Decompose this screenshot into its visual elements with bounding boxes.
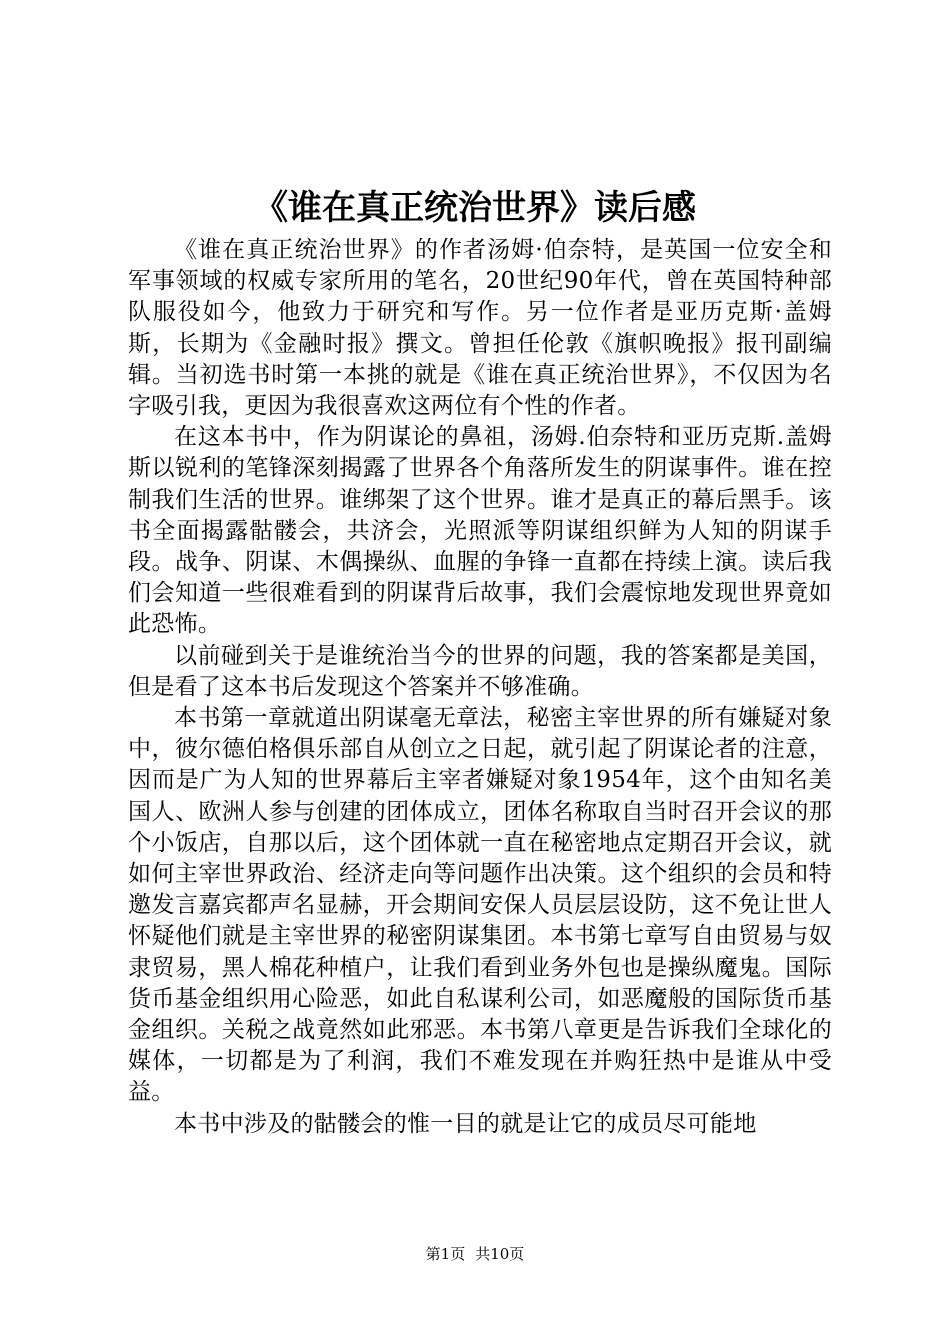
paragraph: 《谁在真正统治世界》的作者汤姆·伯奈特，是英国一位安全和军事领域的权威专家所用的笔名，20世纪90年代，曾在英国特种部队服役如今，他致力于研究和写作。另一位作者是亚历克斯·盖姆斯，长期为《金融时报》撰文。曾担任伦敦《旗帜晚报》报刊副编辑。当初选书时第一本挑的就是《谁在真正统治世界》，不仅因为名字吸引我，更因为我很喜欢这两位有个性的作者。 — [128, 237, 832, 420]
document-title: 《谁在真正统治世界》读后感 — [254, 188, 696, 228]
page-number: 第1页 — [425, 1245, 466, 1263]
document-body — [128, 235, 832, 1140]
page-footer — [0, 1244, 950, 1264]
paragraph: 在这本书中，作为阴谋论的鼻祖，汤姆.伯奈特和亚历克斯.盖姆斯以锐利的笔锋深刻揭露了世界各个角落所发生的阴谋事件。谁在控制我们生活的世界。谁绑架了这个世界。谁才是真正的幕后黑手。该书全面揭露骷髅会，共济会，光照派等阴谋组织鲜为人知的阴谋手段。战争、阴谋、木偶操纵、血腥的争锋一直都在持续上演。读后我们会知道一些很难看到的阴谋背后故事，我们会震惊地发现世界竟如此恐怖。 — [128, 424, 832, 638]
paragraph: 本书第一章就道出阴谋毫无章法，秘密主宰世界的所有嫌疑对象中，彼尔德伯格俱乐部自从创立之日起，就引起了阴谋论者的注意，因而是广为人知的世界幕后主宰者嫌疑对象1954年，这个由知名美国人、欧洲人参与创建的团体成立，团体名称取自当时召开会议的那个小饭店，自那以后，这个团体就一直在秘密地点定期召开会议，就如何主宰世界政治、经济走向等问题作出决策。这个组织的会员和特邀发言嘉宾都声名显赫，开会期间安保人员层层设防，这不免让世人怀疑他们就是主宰世界的秘密阴谋集团。本书第七章写自由贸易与奴隶贸易，黑人棉花种植户，让我们看到业务外包也是操纵魔鬼。国际货币基金组织用心险恶，如此自私谋利公司，如恶魔般的国际货币基金组织。关税之战竟然如此邪恶。本书第八章更是告诉我们全球化的媒体，一切都是为了利润，我们不难发现在并购狂热中是谁从中受益。 — [128, 705, 832, 1106]
paragraph: 本书中涉及的骷髅会的惟一目的就是让它的成员尽可能地 — [174, 1110, 757, 1137]
paragraph: 以前碰到关于是谁统治当今的世界的问题，我的答案都是美国，但是看了这本书后发现这个答案并不够准确。 — [128, 642, 832, 700]
page-total: 共10页 — [475, 1245, 525, 1263]
